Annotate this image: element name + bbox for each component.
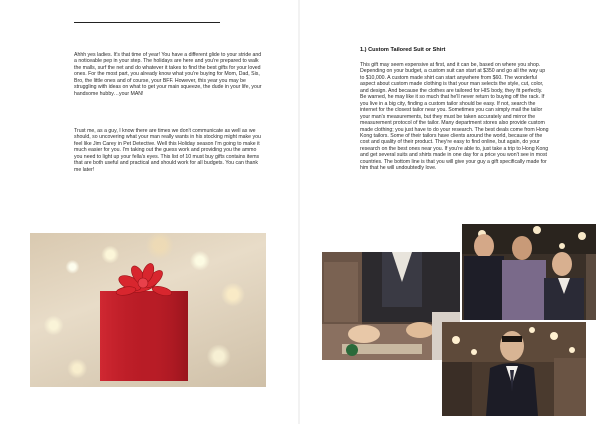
man-in-suit-photo [442,322,586,416]
gift-box-graphic [30,233,266,387]
header-rule [74,22,220,23]
intro-paragraph: Ahhh yes ladies. It's that time of year! You have a different glide to your stride and a noticeable pep in your step. The holidays are here and you're prepared to walk the malls, surf the net and do whatever it takes to find the best gifts for your loved ones. For the most part, you already know what you're buying for Mom, Dad, Sis, Bro, the little ones and of course, your BFF. However, this year you may be struggling with ideas on what to get your main squeeze, the dude in your life, your handsome hubby…your MAN! [74,52,262,97]
tailor-fitting-photo [462,224,596,320]
gift-box-photo [30,233,266,387]
section-heading: 1.) Custom Tailored Suit or Shirt [360,47,446,53]
tailor-measuring-photo [322,252,460,360]
second-paragraph: Trust me, as a guy, I know there are times we don't communicate as well as we should, so uncovering what your man really wants in his stocking might make you feel like Jim Carey in Pet Detective. Well this Holiday season I'm going to make it much easier for you. I'm taking out the guess work and providing you the ammo you need to light up your fella's eyes. This list of 10 must buy gifts contains items that are both useful and practical and should work for all budgets. You can thank me later! [74,128,261,173]
section-paragraph: This gift may seem expensive at first, and it can be, based on where you shop. Depending on your budget, a custom suit can start at $350 and go all the way up to $10,000. A custom made shirt can start anywhere from $60. The wonderful aspect about custom made clothing is that your man selects the style, cut, color, and design. And because the clothes are tailored for HIS body, they fit perfectly. Be warned, he may like it so much that he'll never return to buying off the rack. If you live in a big city, finding a custom tailor should be easy. If not, search the internet for the closest tailor near you. Sometimes you can simply mail the tailor your man's measurements, but they must be taken accurately and mirror the measurement protocol of the tailor. Many department stores also provide custom made clothing; you just have to do your research. The best deals come from Hong Kong tailors. Some of their tailors have clients around the world, because of the cost and quality of their product. They're easy to find online, but again, do your research on the best ones near you. If you're able to, just take a trip to Hong Kong and get several suits and shirts made in one day for a price you won't see in most countries. The bottom line is that you will give your guy a gift specifically made for him that he will undoubtedly love. [360,62,549,172]
